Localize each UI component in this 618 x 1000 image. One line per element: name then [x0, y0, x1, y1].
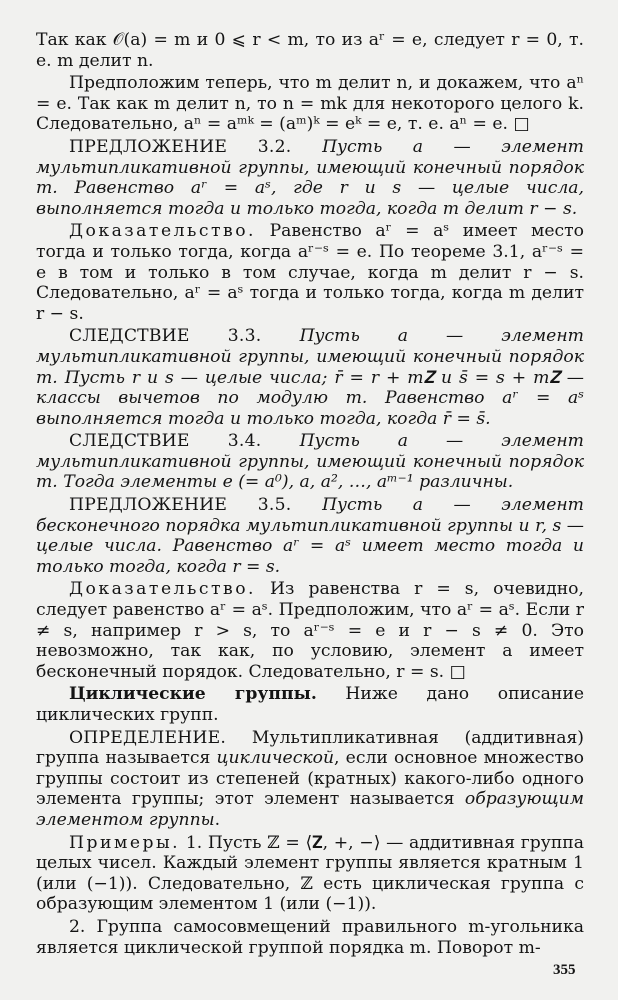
text-run: ПРЕДЛОЖЕНИЕ 3.2. [69, 136, 323, 157]
text-run: ОПРЕДЕЛЕНИЕ. [69, 727, 252, 748]
paragraph-p3 [36, 137, 584, 219]
text-run: Равенство aʳ = aˢ имеет место тогда и только тогда, когда aʳ⁻ˢ = e. По теореме 3.1, aʳ⁻ˢ = e в том и только в том случае, когда m делит r − s. Следовательно, aʳ = aˢ тогда и только тогда, когда m делит r − s. [36, 221, 584, 324]
paragraph-p2 [36, 73, 584, 135]
text-run: Мультипликативная (аддитивная) группа называется [36, 727, 585, 769]
paragraph-p9 [36, 684, 584, 725]
text-run: Предположим теперь, что m делит n, и докажем, что aⁿ = e. Так как m делит n, то n = mk для некоторого целого k. Следовательно, aⁿ = aᵐᵏ = (aᵐ)ᵏ = eᵏ = e, т. е. aⁿ = e. □ [36, 73, 584, 135]
text-run: Примеры. [69, 832, 181, 853]
text-run: Так как 𝒪(a) = m и 0 ⩽ r < m, то из aʳ = e, следует r = 0, т. е. m делит n. [36, 30, 584, 71]
text-run: Циклические группы. [69, 684, 317, 705]
paragraph-p6 [36, 431, 584, 493]
text-run: Доказательство. [69, 221, 257, 242]
text-run: ПРЕДЛОЖЕНИЕ 3.5. [69, 495, 323, 516]
text-run: Пусть a — элемент мультипликативной группы, имеющий конечный порядок m. Пусть r и s — целые числа; r̄ = r + m𝐙 и s̄ = s + m𝐙 — классы вычетов по модулю m. Равенство aʳ = aˢ выполняется тогда и только тогда, когда r̄ = s̄. [36, 326, 584, 429]
text-run: 2. Группа самосовмещений правильного m-угольника является циклической группой порядка m. Поворот m- [36, 916, 584, 958]
paragraph-p5 [36, 326, 584, 429]
text-run: Пусть a — элемент мультипликативной группы, имеющий конечный порядок m. Тогда элементы e (= a⁰), a, a², …, aᵐ⁻¹ различны. [36, 431, 584, 493]
paragraph-p11 [36, 833, 584, 915]
text-run: Пусть a — элемент мультипликативной группы, имеющий конечный порядок m. Равенство aʳ = aˢ, где r и s — целые числа, выполняется тогда и только тогда, когда m делит r − s. [36, 136, 584, 219]
paragraph-p7 [36, 495, 584, 577]
paragraph-p12 [36, 917, 584, 958]
text-run: , если основное множество группы состоит из степеней (кратных) какого-либо одного элемента группы; этот элемент называется [36, 748, 584, 810]
text-run: Доказательство. [69, 579, 257, 600]
text-run: циклической [216, 748, 335, 769]
paragraph-p10 [36, 728, 584, 831]
paragraph-p8 [36, 579, 584, 682]
page-text [36, 30, 584, 960]
text-run: СЛЕДСТВИЕ 3.4. [69, 431, 300, 452]
text-run: Ниже дано описание циклических групп. [36, 684, 584, 725]
text-run: Из равенства r = s, очевидно, следует равенство aʳ = aˢ. Предположим, что aʳ = aˢ. Если r ≠ s, например r > s, то aʳ⁻ˢ = e и r − s ≠ 0. Это невозможно, так как, по условию, элемент a имеет бесконечный порядок. Следовательно, r = s. □ [36, 579, 584, 682]
page-number: 355 [553, 962, 576, 978]
paragraph-p1 [36, 30, 584, 71]
paragraph-p4 [36, 221, 584, 324]
text-run: СЛЕДСТВИЕ 3.3. [69, 326, 300, 347]
text-run: образующим элементом группы [36, 789, 584, 830]
text-run: . [214, 809, 221, 830]
text-run: 1. Пусть ℤ = ⟨𝐙, +, −⟩ — аддитивная группа целых чисел. Каждый элемент группы является кратным 1 (или (−1)). Следовательно, ℤ есть циклическая группа с образующим элементом 1 (или (−1)). [36, 832, 584, 915]
text-run: Пусть a — элемент бесконечного порядка мультипликативной группы и r, s — целые числа. Равенство aʳ = aˢ имеет место тогда и только тогда, когда r = s. [36, 495, 584, 577]
